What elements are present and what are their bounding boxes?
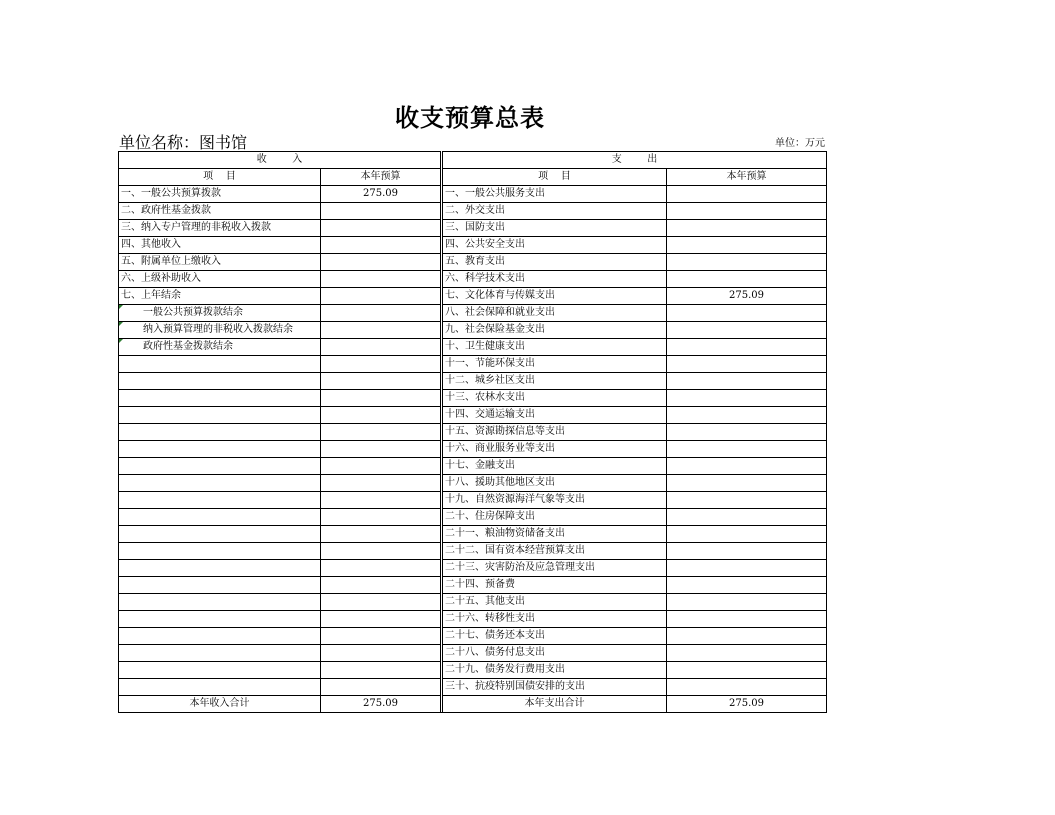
income-budget-header: 本年预算 [321, 169, 441, 186]
expense-item-cell: 二十一、粮油物资储备支出 [443, 526, 667, 543]
income-value-cell [321, 662, 441, 679]
expense-value-cell [667, 254, 827, 271]
income-value-cell: 275.09 [321, 186, 441, 203]
income-item-cell [119, 645, 321, 662]
income-value-cell [321, 271, 441, 288]
income-value-cell [321, 441, 441, 458]
expense-item-cell: 十三、农林水支出 [443, 390, 667, 407]
expense-value-cell: 275.09 [667, 288, 827, 305]
expense-value-cell [667, 628, 827, 645]
expense-item-cell: 二、外交支出 [443, 203, 667, 220]
expense-item-cell: 三、国防支出 [443, 220, 667, 237]
expense-item-cell: 十八、援助其他地区支出 [443, 475, 667, 492]
income-value-cell [321, 645, 441, 662]
expense-total-label: 本年支出合计 [443, 696, 667, 713]
income-value-cell [321, 492, 441, 509]
expense-item-cell: 十五、资源勘探信息等支出 [443, 424, 667, 441]
income-value-cell [321, 407, 441, 424]
expense-value-cell [667, 645, 827, 662]
expense-value-cell [667, 237, 827, 254]
income-item-cell [119, 390, 321, 407]
expense-value-cell [667, 271, 827, 288]
income-value-cell [321, 577, 441, 594]
income-value-cell [321, 356, 441, 373]
table-row [119, 237, 827, 254]
expense-value-cell [667, 560, 827, 577]
income-item-cell [119, 611, 321, 628]
expense-item-cell: 二十八、债务付息支出 [443, 645, 667, 662]
income-value-cell [321, 220, 441, 237]
income-item-cell: 四、其他收入 [119, 237, 321, 254]
expense-value-cell [667, 220, 827, 237]
income-item-cell: 二、政府性基金拨款 [119, 203, 321, 220]
income-item-cell [119, 492, 321, 509]
expense-value-cell [667, 186, 827, 203]
table-row [119, 271, 827, 288]
expense-value-cell [667, 441, 827, 458]
expense-value-cell [667, 526, 827, 543]
income-value-cell [321, 390, 441, 407]
table-row [119, 526, 827, 543]
income-item-header: 项 目 [119, 169, 321, 186]
table-row [119, 407, 827, 424]
income-value-cell [321, 339, 441, 356]
income-value-cell [321, 237, 441, 254]
income-item-cell [119, 526, 321, 543]
income-item-cell [119, 356, 321, 373]
table-row [119, 611, 827, 628]
expense-value-cell [667, 390, 827, 407]
expense-value-cell [667, 577, 827, 594]
expense-item-cell: 二十六、转移性支出 [443, 611, 667, 628]
income-value-cell [321, 424, 441, 441]
expense-budget-header: 本年预算 [667, 169, 827, 186]
unit-name: 单位名称：图书馆 [119, 133, 248, 152]
income-value-cell [321, 288, 441, 305]
income-value-cell [321, 611, 441, 628]
expense-value-cell [667, 679, 827, 696]
income-item-cell [119, 475, 321, 492]
income-item-cell [119, 594, 321, 611]
table-row [119, 543, 827, 560]
expense-value-cell [667, 475, 827, 492]
income-item-cell: 六、上级补助收入 [119, 271, 321, 288]
table-row [119, 220, 827, 237]
income-item-cell [119, 662, 321, 679]
expense-value-cell [667, 373, 827, 390]
expense-item-cell: 二十三、灾害防治及应急管理支出 [443, 560, 667, 577]
table-row [119, 424, 827, 441]
table-row [119, 594, 827, 611]
expense-item-cell: 二十、住房保障支出 [443, 509, 667, 526]
expense-item-cell: 二十四、预备费 [443, 577, 667, 594]
expense-item-cell: 二十九、债务发行费用支出 [443, 662, 667, 679]
income-value-cell [321, 475, 441, 492]
expense-value-cell [667, 509, 827, 526]
expense-value-cell [667, 339, 827, 356]
table-row [119, 475, 827, 492]
expense-item-cell: 二十二、国有资本经营预算支出 [443, 543, 667, 560]
income-value-cell [321, 254, 441, 271]
expense-item-cell: 四、公共安全支出 [443, 237, 667, 254]
income-total-value: 275.09 [321, 696, 441, 713]
table-row [119, 509, 827, 526]
expense-value-cell [667, 611, 827, 628]
income-item-cell [119, 509, 321, 526]
income-value-cell [321, 526, 441, 543]
table-row [119, 679, 827, 696]
expense-value-cell [667, 305, 827, 322]
expense-value-cell [667, 356, 827, 373]
expense-item-cell: 十四、交通运输支出 [443, 407, 667, 424]
income-value-cell [321, 679, 441, 696]
expense-value-cell [667, 662, 827, 679]
table-row [119, 305, 827, 322]
income-value-cell [321, 305, 441, 322]
table-row [119, 560, 827, 577]
expense-item-cell: 十七、金融支出 [443, 458, 667, 475]
expense-item-cell: 三十、抗疫特别国债安排的支出 [443, 679, 667, 696]
table-row [119, 186, 827, 203]
income-value-cell [321, 594, 441, 611]
expense-item-cell: 九、社会保险基金支出 [443, 322, 667, 339]
section-header-row [119, 152, 827, 169]
income-total-label: 本年收入合计 [119, 696, 321, 713]
expense-item-cell: 八、社会保障和就业支出 [443, 305, 667, 322]
expense-item-cell: 六、科学技术支出 [443, 271, 667, 288]
page-title: 收支预算总表 [395, 103, 545, 132]
table-row [119, 577, 827, 594]
expense-item-cell: 十二、城乡社区支出 [443, 373, 667, 390]
income-item-cell: 纳入预算管理的非税收入拨款结余 [119, 322, 321, 339]
income-value-cell [321, 373, 441, 390]
expense-value-cell [667, 203, 827, 220]
income-section-header: 收 入 [119, 152, 441, 169]
column-header-row [119, 169, 827, 186]
table-row [119, 458, 827, 475]
expense-item-cell: 二十五、其他支出 [443, 594, 667, 611]
table-row [119, 288, 827, 305]
expense-value-cell [667, 407, 827, 424]
table-row [119, 322, 827, 339]
expense-item-cell: 十九、自然资源海洋气象等支出 [443, 492, 667, 509]
expense-value-cell [667, 543, 827, 560]
income-item-cell [119, 543, 321, 560]
income-value-cell [321, 322, 441, 339]
expense-value-cell [667, 458, 827, 475]
income-item-cell [119, 407, 321, 424]
expense-value-cell [667, 492, 827, 509]
income-item-cell [119, 628, 321, 645]
income-item-cell [119, 679, 321, 696]
table-row [119, 645, 827, 662]
budget-table-body [119, 152, 827, 713]
income-value-cell [321, 458, 441, 475]
table-row [119, 441, 827, 458]
income-item-cell [119, 424, 321, 441]
expense-item-cell: 七、文化体育与传媒支出 [443, 288, 667, 305]
income-item-cell: 一般公共预算拨款结余 [119, 305, 321, 322]
table-row [119, 628, 827, 645]
totals-row [119, 696, 827, 713]
expense-value-cell [667, 322, 827, 339]
income-item-cell [119, 458, 321, 475]
income-item-cell: 七、上年结余 [119, 288, 321, 305]
expense-value-cell [667, 424, 827, 441]
expense-item-cell: 二十七、债务还本支出 [443, 628, 667, 645]
budget-table [118, 151, 827, 713]
income-item-cell [119, 441, 321, 458]
income-value-cell [321, 203, 441, 220]
table-row [119, 203, 827, 220]
expense-item-cell: 十六、商业服务业等支出 [443, 441, 667, 458]
table-row [119, 339, 827, 356]
unit-label: 单位：万元 [775, 138, 825, 149]
income-item-cell: 政府性基金拨款结余 [119, 339, 321, 356]
table-row [119, 356, 827, 373]
expense-item-cell: 五、教育支出 [443, 254, 667, 271]
expense-item-cell: 十、卫生健康支出 [443, 339, 667, 356]
expense-item-header: 项 目 [443, 169, 667, 186]
expense-value-cell [667, 594, 827, 611]
table-row [119, 254, 827, 271]
income-item-cell: 五、附属单位上缴收入 [119, 254, 321, 271]
income-item-cell: 三、纳入专户管理的非税收入拨款 [119, 220, 321, 237]
table-row [119, 373, 827, 390]
income-value-cell [321, 628, 441, 645]
income-item-cell: 一、一般公共预算拨款 [119, 186, 321, 203]
expense-item-cell: 十一、节能环保支出 [443, 356, 667, 373]
expense-item-cell: 一、一般公共服务支出 [443, 186, 667, 203]
income-value-cell [321, 560, 441, 577]
table-row [119, 492, 827, 509]
income-value-cell [321, 543, 441, 560]
table-row [119, 662, 827, 679]
income-item-cell [119, 373, 321, 390]
income-value-cell [321, 509, 441, 526]
income-item-cell [119, 577, 321, 594]
expense-section-header: 支 出 [443, 152, 827, 169]
income-item-cell [119, 560, 321, 577]
expense-total-value: 275.09 [667, 696, 827, 713]
table-row [119, 390, 827, 407]
